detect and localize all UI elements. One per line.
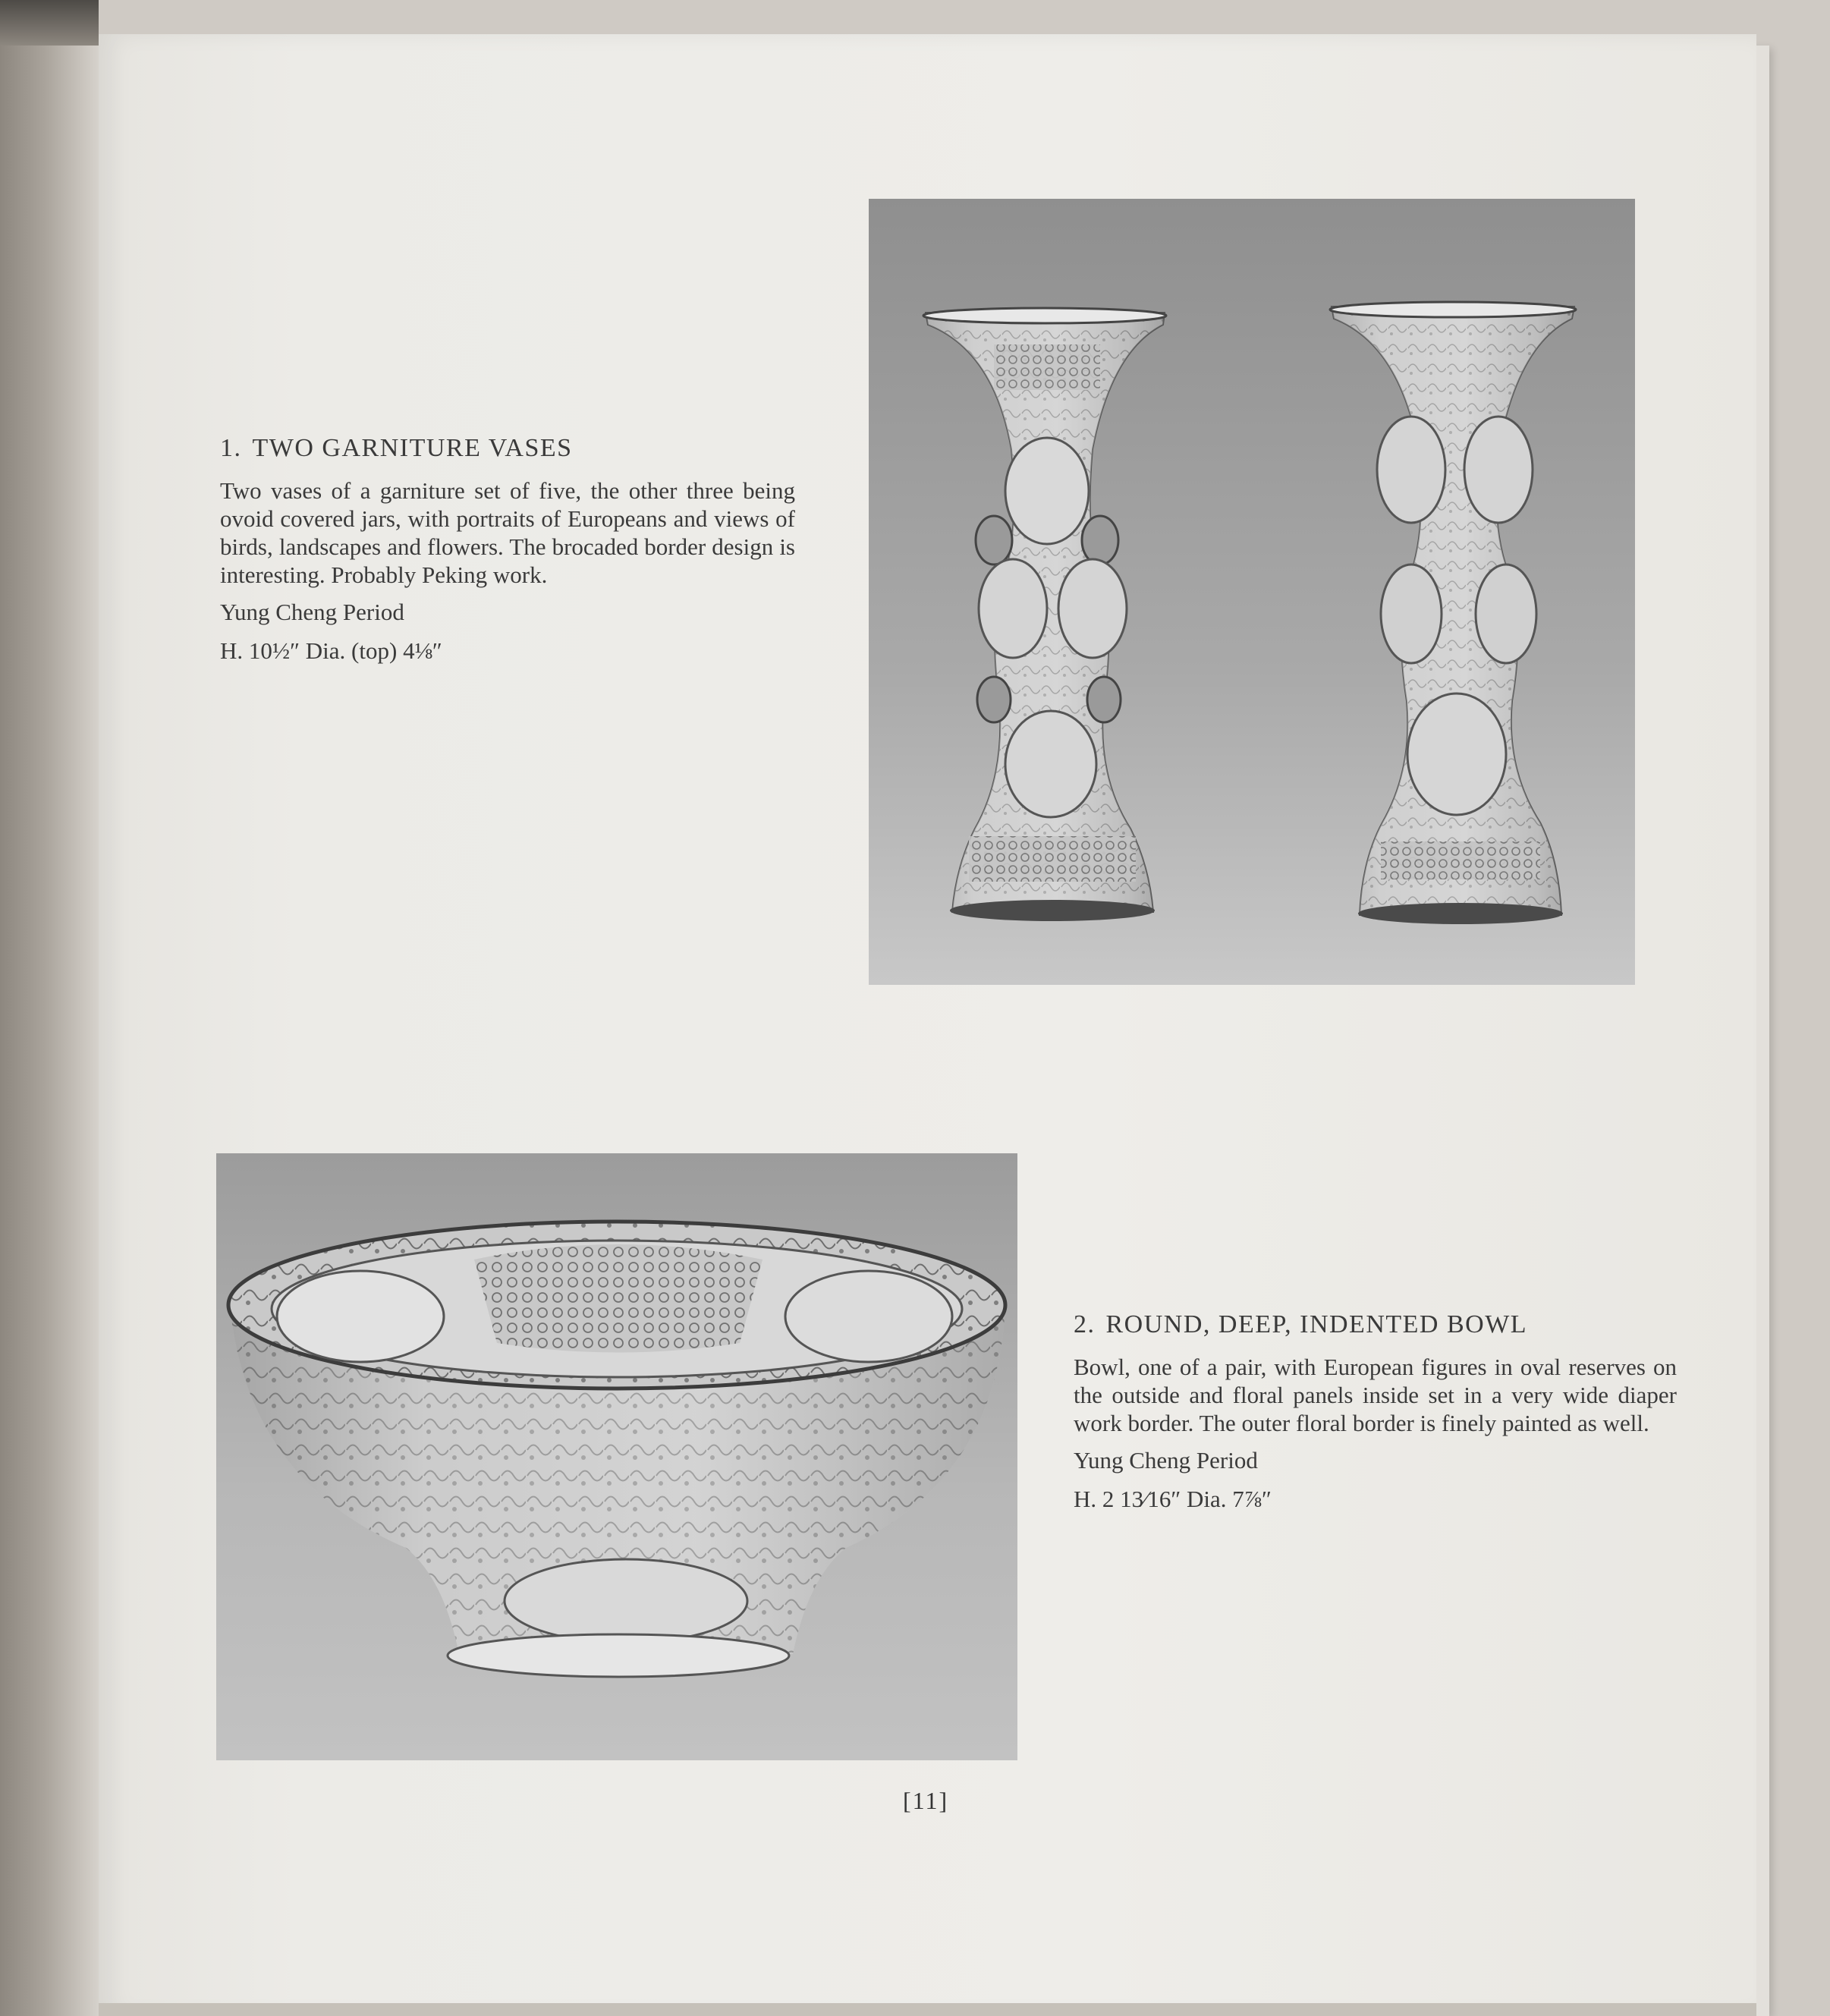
- page-bottom-edge: [99, 2003, 1756, 2016]
- caption-title-1: [220, 434, 795, 463]
- caption-heading-1: TWO GARNITURE VASES: [252, 434, 573, 462]
- caption-number-2: 2.: [1074, 1310, 1096, 1338]
- caption-description-2: Bowl, one of a pair, with European figures in oval reserves on the outside and floral panels inside set in a very wide diaper work border. The outer floral border is finely painted as well.: [1074, 1354, 1677, 1436]
- caption-dimensions-2: H. 2 13⁄16″ Dia. 7⅞″: [1074, 1486, 1272, 1512]
- caption-period-1: Yung Cheng Period: [220, 599, 404, 625]
- caption-item-1: [220, 434, 795, 675]
- caption-title-2: [1074, 1310, 1677, 1339]
- page-number: [11]: [903, 1787, 949, 1814]
- caption-description-1: Two vases of a garniture set of five, the other three being ovoid covered jars, with portraits of Europeans and views of birds, landscapes and flowers. The brocaded border design is interesting. Probably Peking work.: [220, 477, 795, 588]
- book-corner-shadow: [0, 0, 99, 46]
- caption-heading-2: ROUND, DEEP, INDENTED BOWL: [1105, 1310, 1528, 1338]
- book-spine-edge: [0, 0, 99, 2016]
- caption-item-2: [1074, 1310, 1677, 1524]
- caption-period-2: Yung Cheng Period: [1074, 1447, 1258, 1473]
- caption-number-1: 1.: [220, 434, 242, 462]
- vases-photo: [869, 199, 1635, 985]
- caption-dimensions-1: H. 10½″ Dia. (top) 4⅛″: [220, 637, 442, 664]
- bowl-photo: [216, 1153, 1017, 1760]
